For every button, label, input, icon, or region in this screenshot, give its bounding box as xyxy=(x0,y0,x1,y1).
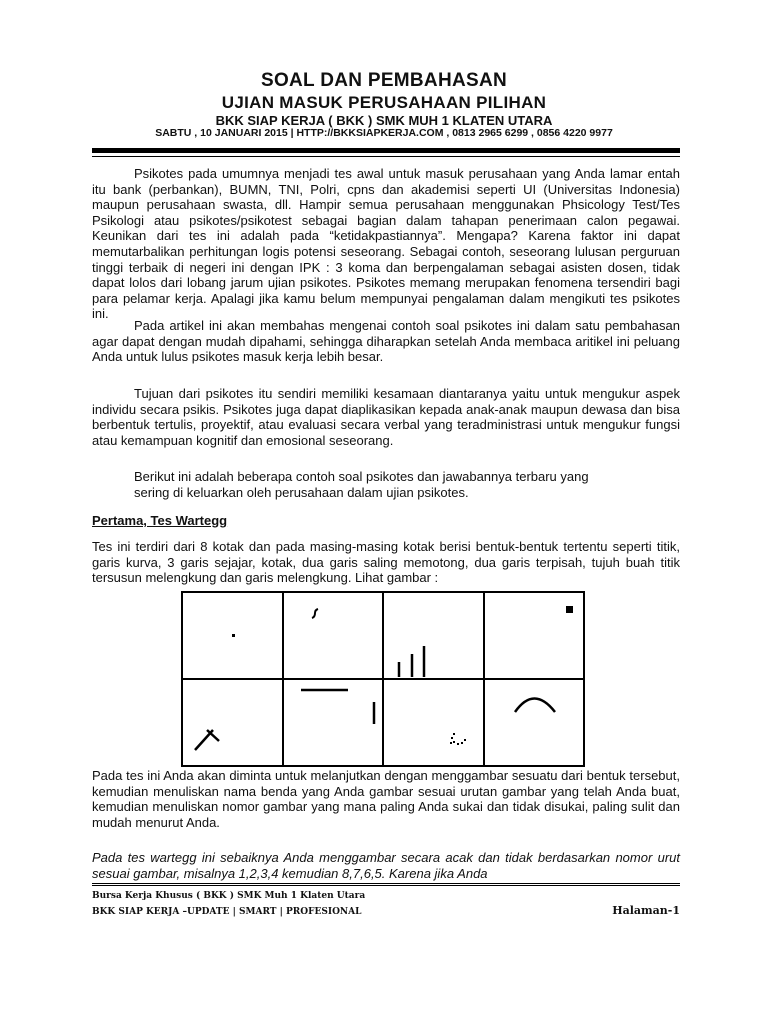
document-title: SOAL DAN PEMBAHASAN xyxy=(260,70,508,91)
stimulus-dot xyxy=(232,634,235,637)
organization-line: BKK SIAP KERJA ( BKK ) SMK MUH 1 KLATEN UTARA xyxy=(215,113,553,128)
footer-tagline: BKK SIAP KERJA –UPDATE | SMART | PROFESIONAL xyxy=(92,907,362,917)
stimulus-square xyxy=(566,606,573,613)
header-divider-thick xyxy=(92,148,680,153)
stimulus-curve xyxy=(312,609,318,618)
paragraph-intro: Psikotes pada umumnya menjadi tes awal untuk masuk perusahaan yang Anda lamar entah itu bank (perbankan), BUMN, TNI, Polri, cpns dan akademisi seperti UI (Universitas Indonesia) maupun perusahaan swasta, dll. Hampir semua perusahaan menggunakan Phsicology Test/Tes Psikologi atau psikotes/psikotest sebagai bagian dalam tahapan penerimaan calon pegawai. Keunikan dari tes ini adalah pada “ketidakpastiannya”. Mengapa? Karena faktor ini dapat memutarbalikan perhitungan logis potensi seseorang. Sebagai contoh, seseorang lulusan perguruan tinggi terbaik di negeri ini dengan IPK : 3 koma dan berpengalaman sebagai asisten dosen, tidak dapat lolos dari lobang jarum ujian psikotes. Psikotes memang merupakan fenomena tersendiri bagi para pelamar kerja. Apalagi jika kamu belum mempunyai pengalaman dalam mengikuti tes psikotes ini. xyxy=(92,166,680,322)
document-subtitle: UJIAN MASUK PERUSAHAAN PILIHAN xyxy=(221,93,547,112)
footer-divider xyxy=(92,883,680,884)
footer-organization: Bursa Kerja Khusus ( BKK ) SMK Muh 1 Klaten Utara xyxy=(92,891,366,901)
paragraph-wartegg-instructions: Pada tes ini Anda akan diminta untuk melanjutkan dengan menggambar sesuatu dari bentuk tersebut, kemudian menuliskan nama benda yang Anda gambar sesuai urutan gambar yang telah Anda buat, kemudian menuliskan nomor gambar yang mana paling Anda sukai dan tidak disukai, paling sulit dan mudah menurut Anda. xyxy=(92,768,680,830)
paragraph-examples-line1: Berikut ini adalah beberapa contoh soal psikotes dan jawabannya terbaru yang xyxy=(134,469,589,484)
wartegg-stimuli xyxy=(183,593,583,765)
page-number: Halaman-1 xyxy=(612,904,680,917)
paragraph-purpose: Tujuan dari psikotes itu sendiri memiliki kesamaan diantaranya yaitu untuk mengukur aspek individu secara psikis. Psikotes juga dapat diaplikasikan kepada anak-anak maupun dewasa dan bisa berbentuk tertulis, proyektif, atau evaluasi secara verbal yang teradministrasi untuk mengukur fungsi atau kemampuan kognitif dan emosional seseorang. xyxy=(92,386,680,448)
paragraph-examples-line2: sering di keluarkan oleh perusahaan dalam ujian psikotes. xyxy=(134,484,469,500)
section-heading-wartegg: Pertama, Tes Wartegg xyxy=(92,513,228,528)
footer-divider xyxy=(92,885,680,886)
date-contact-line: SABTU , 10 JANUARI 2015 | HTTP://BKKSIAPKERJA.COM , 0813 2965 6299 , 0856 4220 9977 xyxy=(155,127,613,139)
stimulus-arc xyxy=(515,699,555,713)
header-divider-thin xyxy=(92,156,680,157)
paragraph-wartegg-description: Tes ini terdiri dari 8 kotak dan pada masing-masing kotak berisi bentuk-bentuk tertentu seperti titik, garis kurva, 3 garis sejajar, kotak, dua garis saling memotong, dua garis terpisah, tujuh buah titik tersusun melengkung dan garis melengkung. Lihat gambar : xyxy=(92,539,680,586)
paragraph-examples xyxy=(92,469,680,500)
paragraph-article: Pada artikel ini akan membahas mengenai contoh soal psikotes ini dalam satu pembahasan agar dapat dengan mudah dipahami, sehingga diharapkan setelah Anda membaca aritikel ini peluang Anda untuk lulus psikotes masuk kerja lebih besar. xyxy=(92,318,680,365)
paragraph-wartegg-tip: Pada tes wartegg ini sebaiknya Anda menggambar secara acak dan tidak berdasarkan nomor urut sesuai gambar, misalnya 1,2,3,4 kemudian 8,7,6,5. Karena jika Anda xyxy=(92,850,680,881)
stimulus-dotted-curve xyxy=(450,733,466,745)
wartegg-figure xyxy=(181,591,585,767)
